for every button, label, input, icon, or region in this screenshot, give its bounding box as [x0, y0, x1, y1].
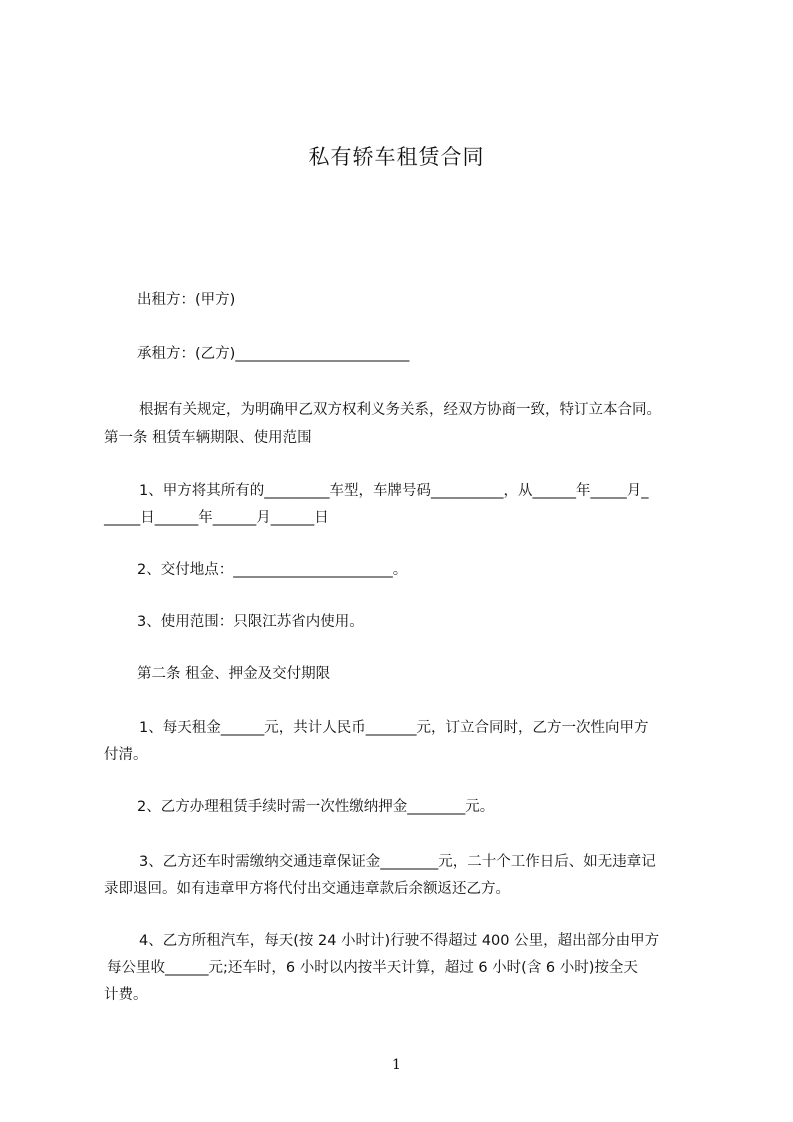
article-1-heading: 第一条 租赁车辆期限、使用范围	[104, 430, 312, 446]
article-2-item-1-line-1: 1、每天租金______元，共计人民币_______元，订立合同时，乙方一次性向甲方	[139, 720, 649, 736]
lessor-line: 出租方：(甲方)	[137, 292, 236, 308]
article-1-item-3: 3、使用范围：只限江苏省内使用。	[137, 614, 364, 630]
article-1-item-1-line-1: 1、甲方将其所有的_________车型，车牌号码__________，从______年_____月_	[139, 483, 649, 499]
article-2-item-4-line-3: 计费。	[104, 987, 148, 1003]
article-1-item-1-line-2: _____日______年______月______日	[104, 510, 329, 526]
article-2-item-4-line-1: 4、乙方所租汽车，每天(按 24 小时计)行驶不得超过 400 公里，超出部分由甲方	[139, 933, 660, 949]
document-title: 私有轿车租赁合同	[308, 145, 485, 169]
article-2-item-3-line-1: 3、乙方还车时需缴纳交通违章保证金________元，二十个工作日后、如无违章记	[139, 854, 656, 870]
article-2-item-4-line-2: 每公里收______元;还车时，6 小时以内按半天计算，超过 6 小时(含 6 小时)按全天	[107, 960, 638, 976]
article-2-item-3-line-2: 录即退回。如有违章甲方将代付出交通违章款后余额返还乙方。	[104, 881, 510, 897]
article-2-item-1-line-2: 付清。	[104, 747, 148, 763]
intro-paragraph: 根据有关规定，为明确甲乙双方权利义务关系，经双方协商一致，特订立本合同。	[139, 402, 661, 418]
article-1-item-2: 2、交付地点：______________________。	[137, 562, 408, 578]
lessee-line: 承租方：(乙方)________________________	[137, 346, 410, 362]
article-2-item-2: 2、乙方办理租赁手续时需一次性缴纳押金________元。	[137, 799, 495, 815]
page-number: 1	[392, 1057, 401, 1073]
article-2-heading: 第二条 租金、押金及交付期限	[137, 666, 331, 682]
